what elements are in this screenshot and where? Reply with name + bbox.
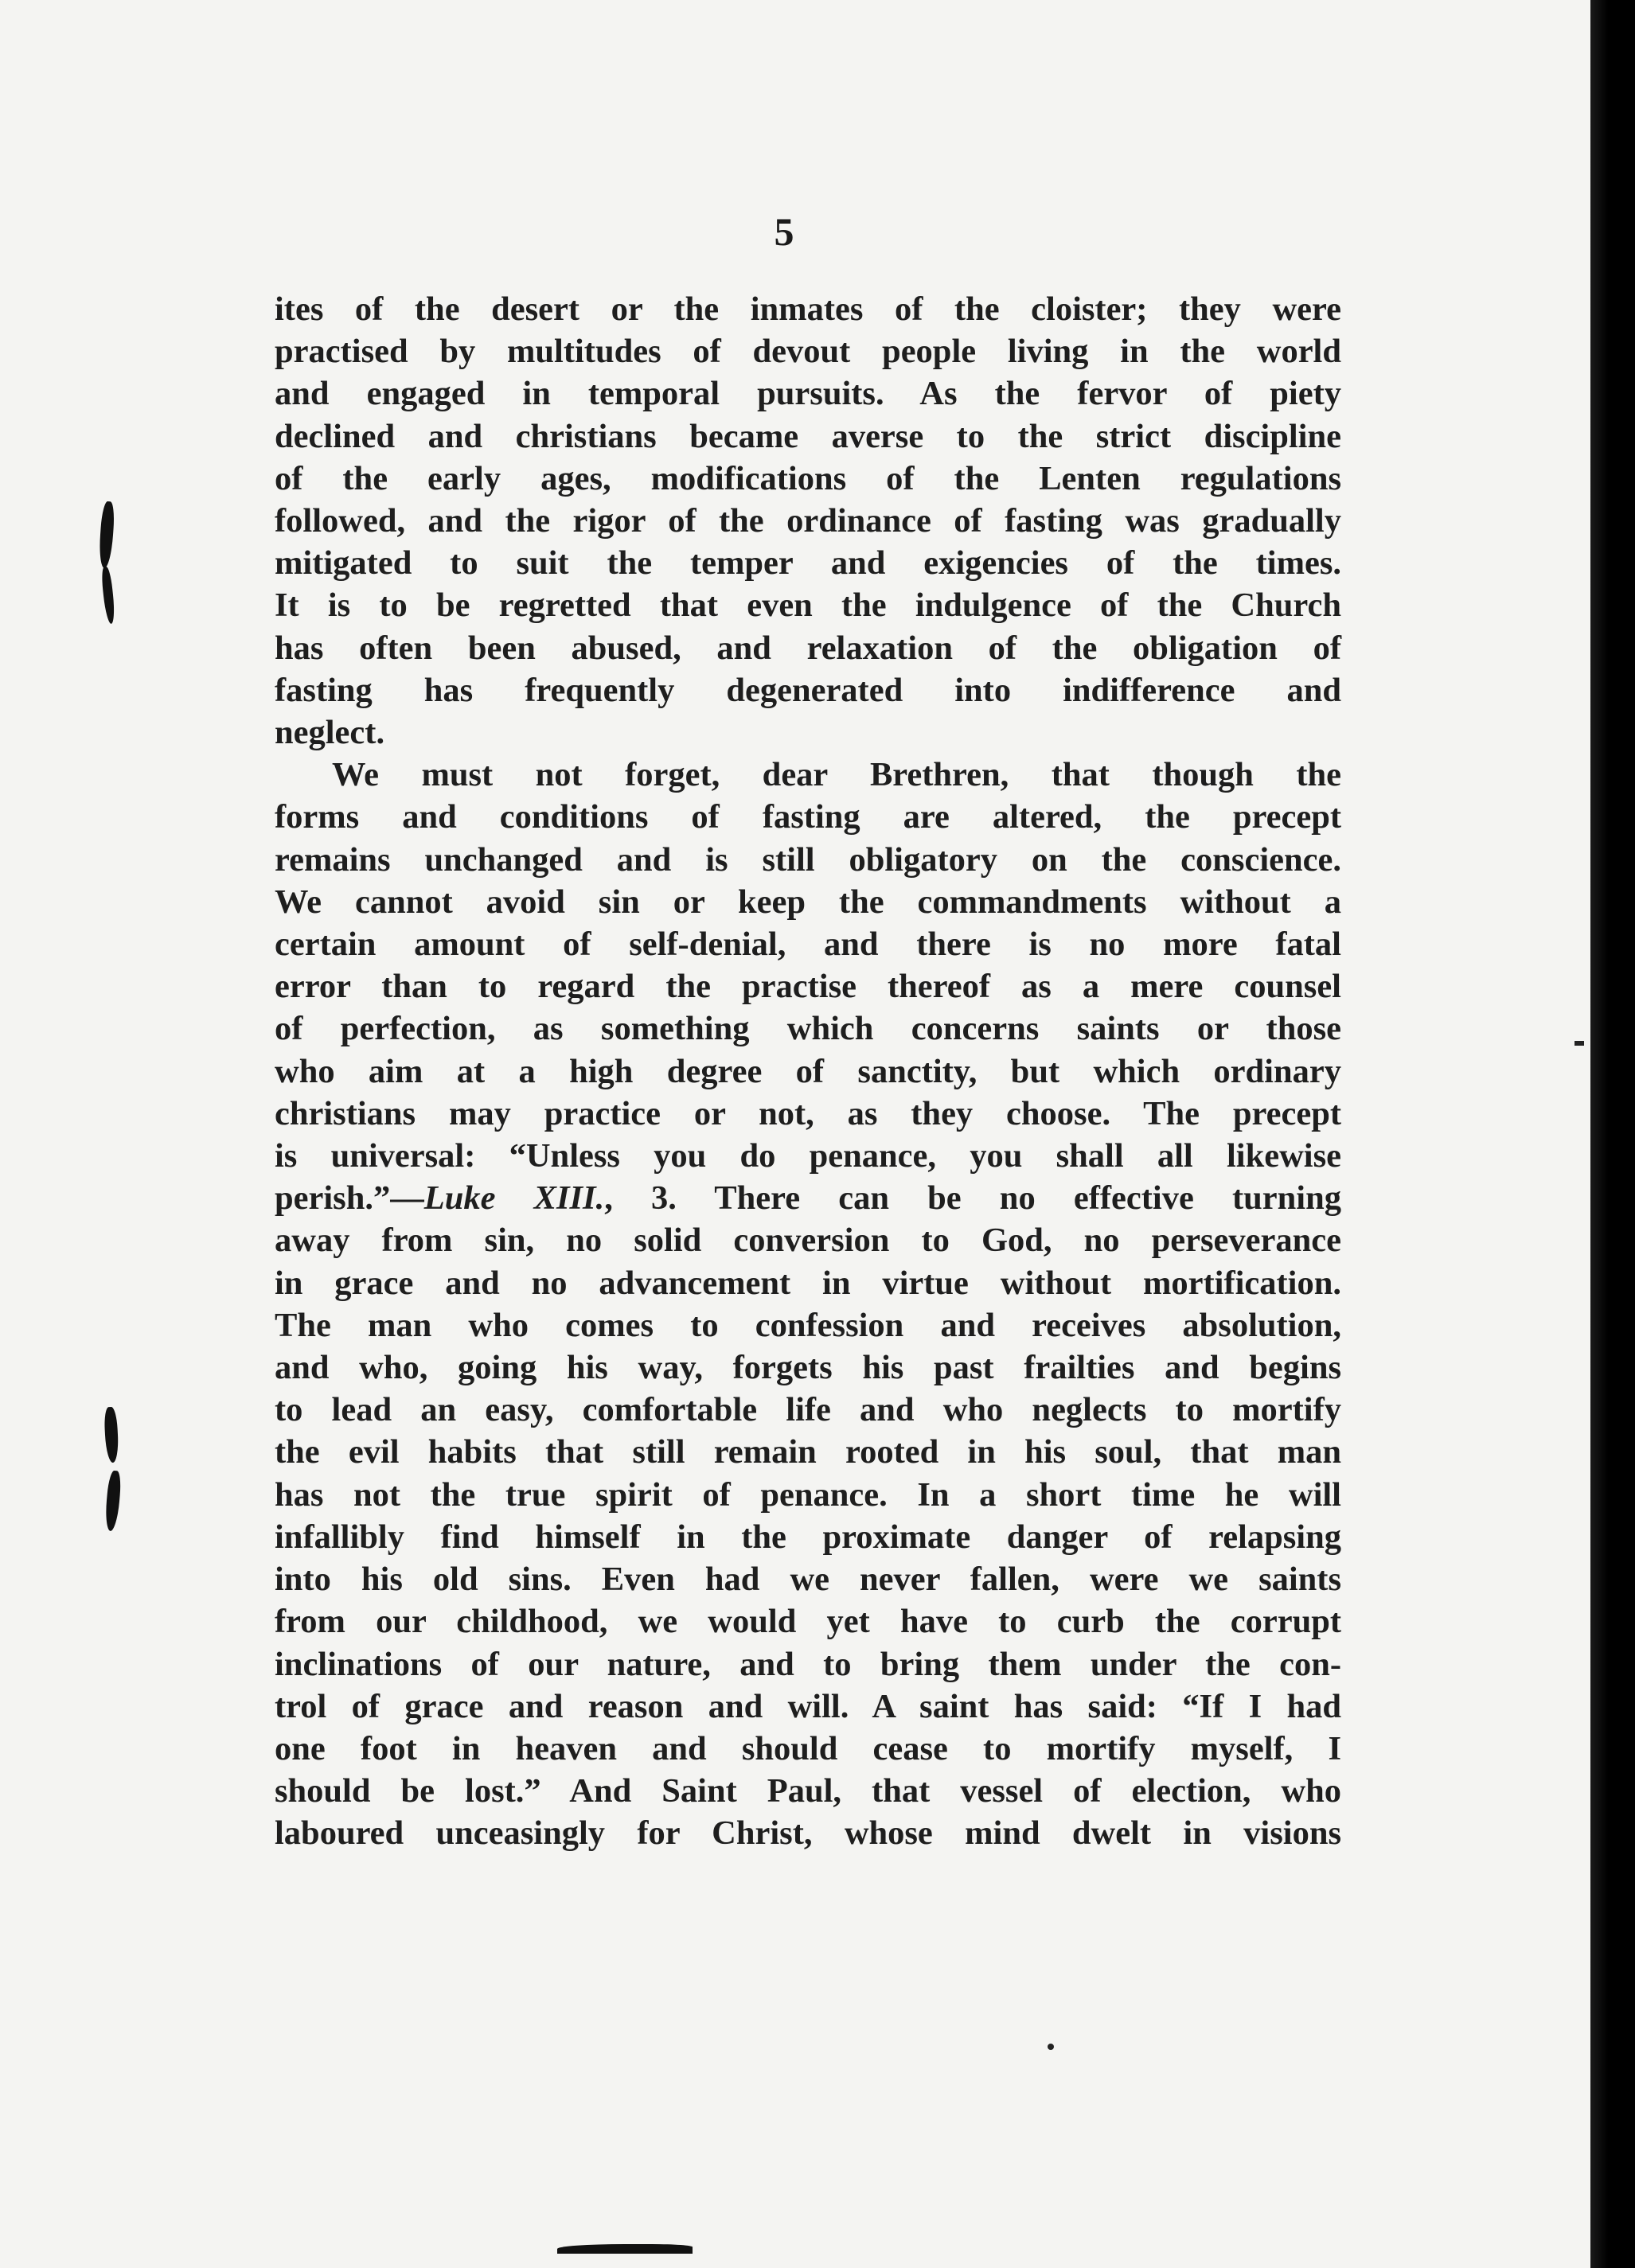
text-line: fasting has frequently degenerated into indifference and: [275, 671, 1341, 709]
text-line: error than to regard the practise thereof as a mere counsel: [275, 968, 1341, 1006]
scan-smudge: [557, 2244, 693, 2254]
text-line: inclinations of our nature, and to bring them under the con-: [275, 1645, 1341, 1683]
text-line: declined and christians became averse to the strict discipline: [275, 417, 1341, 455]
edge-mark: [1575, 1041, 1584, 1046]
text-line: who aim at a high degree of sanctity, but which ordinary: [275, 1052, 1341, 1090]
text-line: followed, and the rigor of the ordinance of fasting was gradually: [275, 502, 1341, 540]
text-line: neglect.: [275, 714, 385, 752]
text-line: to lead an easy, comfortable life and who neglects to mortify: [275, 1391, 1341, 1429]
margin-ink-mark: [104, 1470, 123, 1531]
margin-ink-mark: [98, 501, 115, 569]
text-line: laboured unceasingly for Christ, whose mind dwelt in visions: [275, 1814, 1341, 1853]
text-line: certain amount of self-denial, and there is no more fatal: [275, 926, 1341, 964]
text-line: in grace and no advancement in virtue without mortification.: [275, 1264, 1341, 1302]
text-line: has often been abused, and relaxation of the obligation of: [275, 629, 1341, 667]
citation-line: [275, 1177, 1341, 1219]
text-line: one foot in heaven and should cease to mortify myself, I: [275, 1729, 1341, 1767]
text-line: has not the true spirit of penance. In a short time he will: [275, 1475, 1341, 1514]
ink-speck: [1048, 2044, 1054, 2050]
paragraph-start-line: We must not forget, dear Brethren, that though the: [332, 756, 1341, 794]
margin-ink-mark: [103, 1407, 119, 1463]
text-line: the evil habits that still remain rooted in his soul, that man: [275, 1433, 1341, 1471]
text-line: away from sin, no solid conversion to God, no perseverance: [275, 1222, 1341, 1260]
text-line: trol of grace and reason and will. A saint has said: “If I had: [275, 1687, 1341, 1725]
citation-rest: , 3. There can be no effective turning: [604, 1179, 1341, 1218]
text-line: from our childhood, we would yet have to curb the corrupt: [275, 1603, 1341, 1641]
text-line: christians may practice or not, as they choose. The precept: [275, 1094, 1341, 1132]
text-line: into his old sins. Even had we never fallen, were we saints: [275, 1561, 1341, 1599]
text-line: forms and conditions of fasting are altered, the precept: [275, 798, 1341, 836]
text-line: It is to be regretted that even the indulgence of the Church: [275, 586, 1341, 625]
text-line: mitigated to suit the temper and exigencies of the times.: [275, 544, 1341, 583]
text-line: remains unchanged and is still obligatory on the conscience.: [275, 840, 1341, 879]
text-line: We cannot avoid sin or keep the commandments without a: [275, 883, 1341, 921]
text-line: of perfection, as something which concerns saints or those: [275, 1010, 1341, 1048]
text-line: is universal: “Unless you do penance, you shall all likewise: [275, 1137, 1341, 1175]
page-number: 5: [774, 209, 794, 254]
text-line: infallibly find himself in the proximate danger of relapsing: [275, 1518, 1341, 1556]
citation: Luke XIII.: [423, 1179, 605, 1218]
text-line: ites of the desert or the inmates of the cloister; they were: [275, 290, 1341, 328]
text-line: The man who comes to confession and receives absolution,: [275, 1306, 1341, 1344]
quote-end: perish.”—: [275, 1179, 424, 1218]
text-line: practised by multitudes of devout people living in the world: [275, 333, 1341, 371]
text-line: and engaged in temporal pursuits. As the fervor of piety: [275, 375, 1341, 413]
text-line: should be lost.” And Saint Paul, that vessel of election, who: [275, 1772, 1341, 1810]
margin-ink-mark: [100, 567, 115, 625]
body-text: [275, 288, 1341, 1855]
text-line: and who, going his way, forgets his past frailties and begins: [275, 1349, 1341, 1387]
text-line: of the early ages, modifications of the Lenten regulations: [275, 459, 1341, 497]
scan-border: [1590, 0, 1635, 2268]
